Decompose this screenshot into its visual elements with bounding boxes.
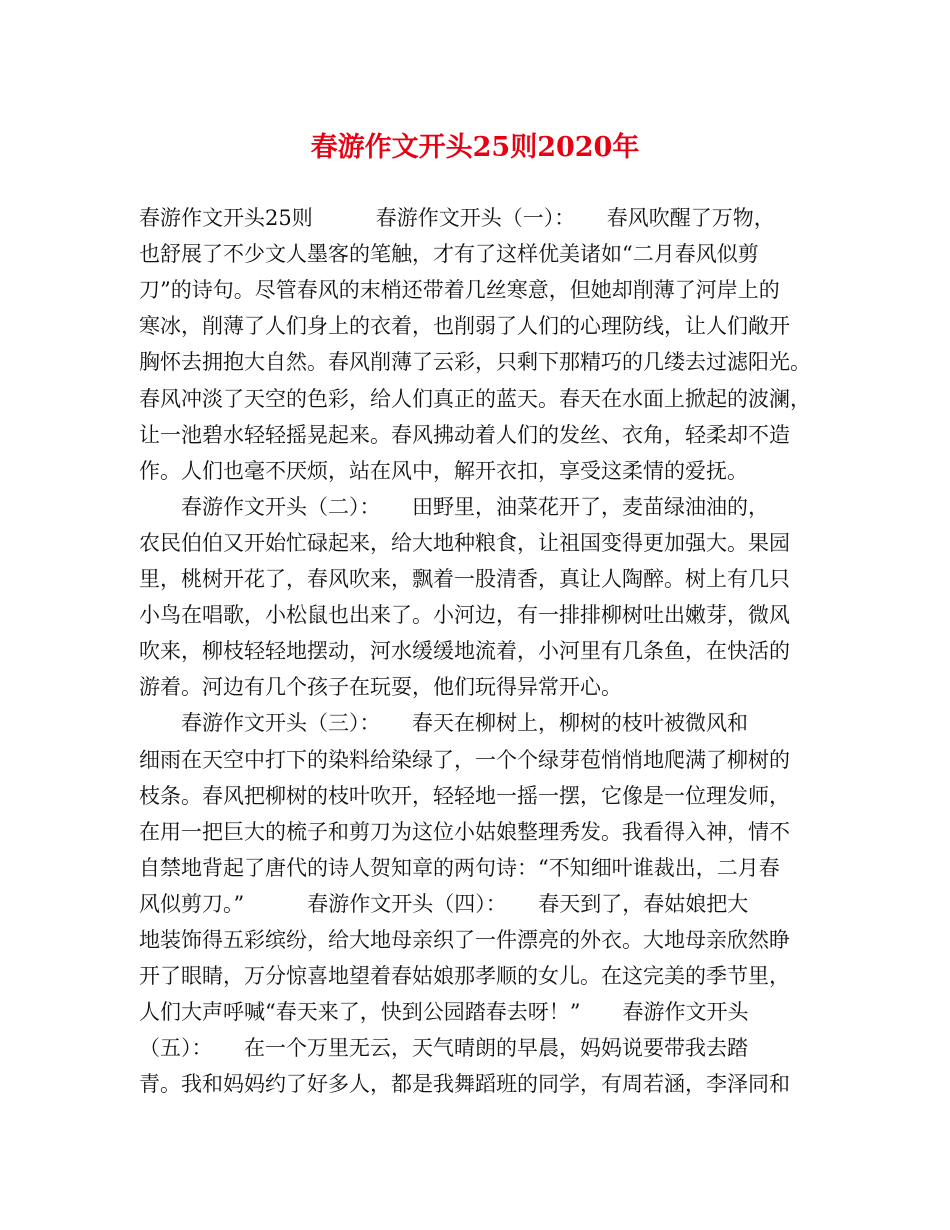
body-text-line: 寒冰，削薄了人们身上的衣着，也削弱了人们的心理防线，让人们敞开 [139,314,790,339]
body-text-line: 人们大声呼喊“春天来了，快到公园踏春去呀！” 春游作文开头 [139,1000,749,1025]
body-text-line: 细雨在天空中打下的染料给染绿了，一个个绿芽苞悄悄地爬满了柳树的 [139,747,790,772]
body-text-line: 里，桃树开花了，春风吹来，飘着一股清香，真让人陶醉。树上有几只 [139,567,790,591]
body-text-line: 小鸟在唱歌，小松鼠也出来了。小河边，有一排排柳树吐出嫩芽，微风 [139,603,790,628]
body-text-line: 胸怀去拥抱大自然。春风削薄了云彩，只剩下那精巧的几缕去过滤阳光。 [139,350,811,375]
body-text-line: 在用一把巨大的梳子和剪刀为这位小姑娘整理秀发。我看得入神，情不 [139,819,790,844]
body-text-line: 地装饰得五彩缤纷，给大地母亲织了一件漂亮的外衣。大地母亲欣然睁 [139,928,790,952]
body-text-line: 青。我和妈妈约了好多人，都是我舞蹈班的同学，有周若涵，李泽同和 [139,1072,790,1097]
body-text-line: 风似剪刀。” 春游作文开头（四）： 春天到了，春姑娘把大 [139,891,749,916]
body-text-line: 让一池碧水轻轻摇晃起来。春风拂动着人们的发丝、衣角，轻柔却不造 [139,422,790,447]
body-text-line: 农民伯伯又开始忙碌起来，给大地种粮食，让祖国变得更加强大。果园 [139,530,790,555]
body-text-line: 开了眼睛，万分惊喜地望着春姑娘那孝顺的女儿。在这完美的季节里， [139,964,790,989]
body-text-line: 自禁地背起了唐代的诗人贺知章的两句诗：“不知细叶谁裁出，二月春 [139,855,780,880]
body-text-line: 游着。河边有几个孩子在玩耍，他们玩得异常开心。 [139,675,622,700]
body-text-line: 刀”的诗句。尽管春风的末梢还带着几丝寒意，但她却削薄了河岸上的 [139,278,780,303]
body-text-line: 枝条。春风把柳树的枝叶吹开，轻轻地一摇一摆，它像是一位理发师， [139,783,790,808]
body-text-line: 春风冲淡了天空的色彩，给人们真正的蓝天。春天在水面上掀起的波澜， [139,386,811,411]
body-text-line: 春游作文开头（三）： 春天在柳树上，柳树的枝叶被微风和 [139,711,748,736]
body-text-line: （五）： 在一个万里无云，天气晴朗的早晨，妈妈说要带我去踏 [139,1036,748,1061]
body-text-line: 吹来，柳枝轻轻地摆动，河水缓缓地流着，小河里有几条鱼，在快活的 [139,639,790,664]
body-text-line: 春游作文开头（二）： 田野里，油菜花开了，麦苗绿油油的， [139,494,769,519]
body-text-line: 春游作文开头25则 春游作文开头（一）： 春风吹醒了万物， [139,206,775,230]
body-text-line: 也舒展了不少文人墨客的笔触，才有了这样优美诸如“二月春风似剪 [139,242,759,267]
body-text-line: 作。人们也毫不厌烦，站在风中，解开衣扣，享受这柔情的爱抚。 [139,458,748,483]
document-title: 春游作文开头25则2020年 [310,132,640,163]
